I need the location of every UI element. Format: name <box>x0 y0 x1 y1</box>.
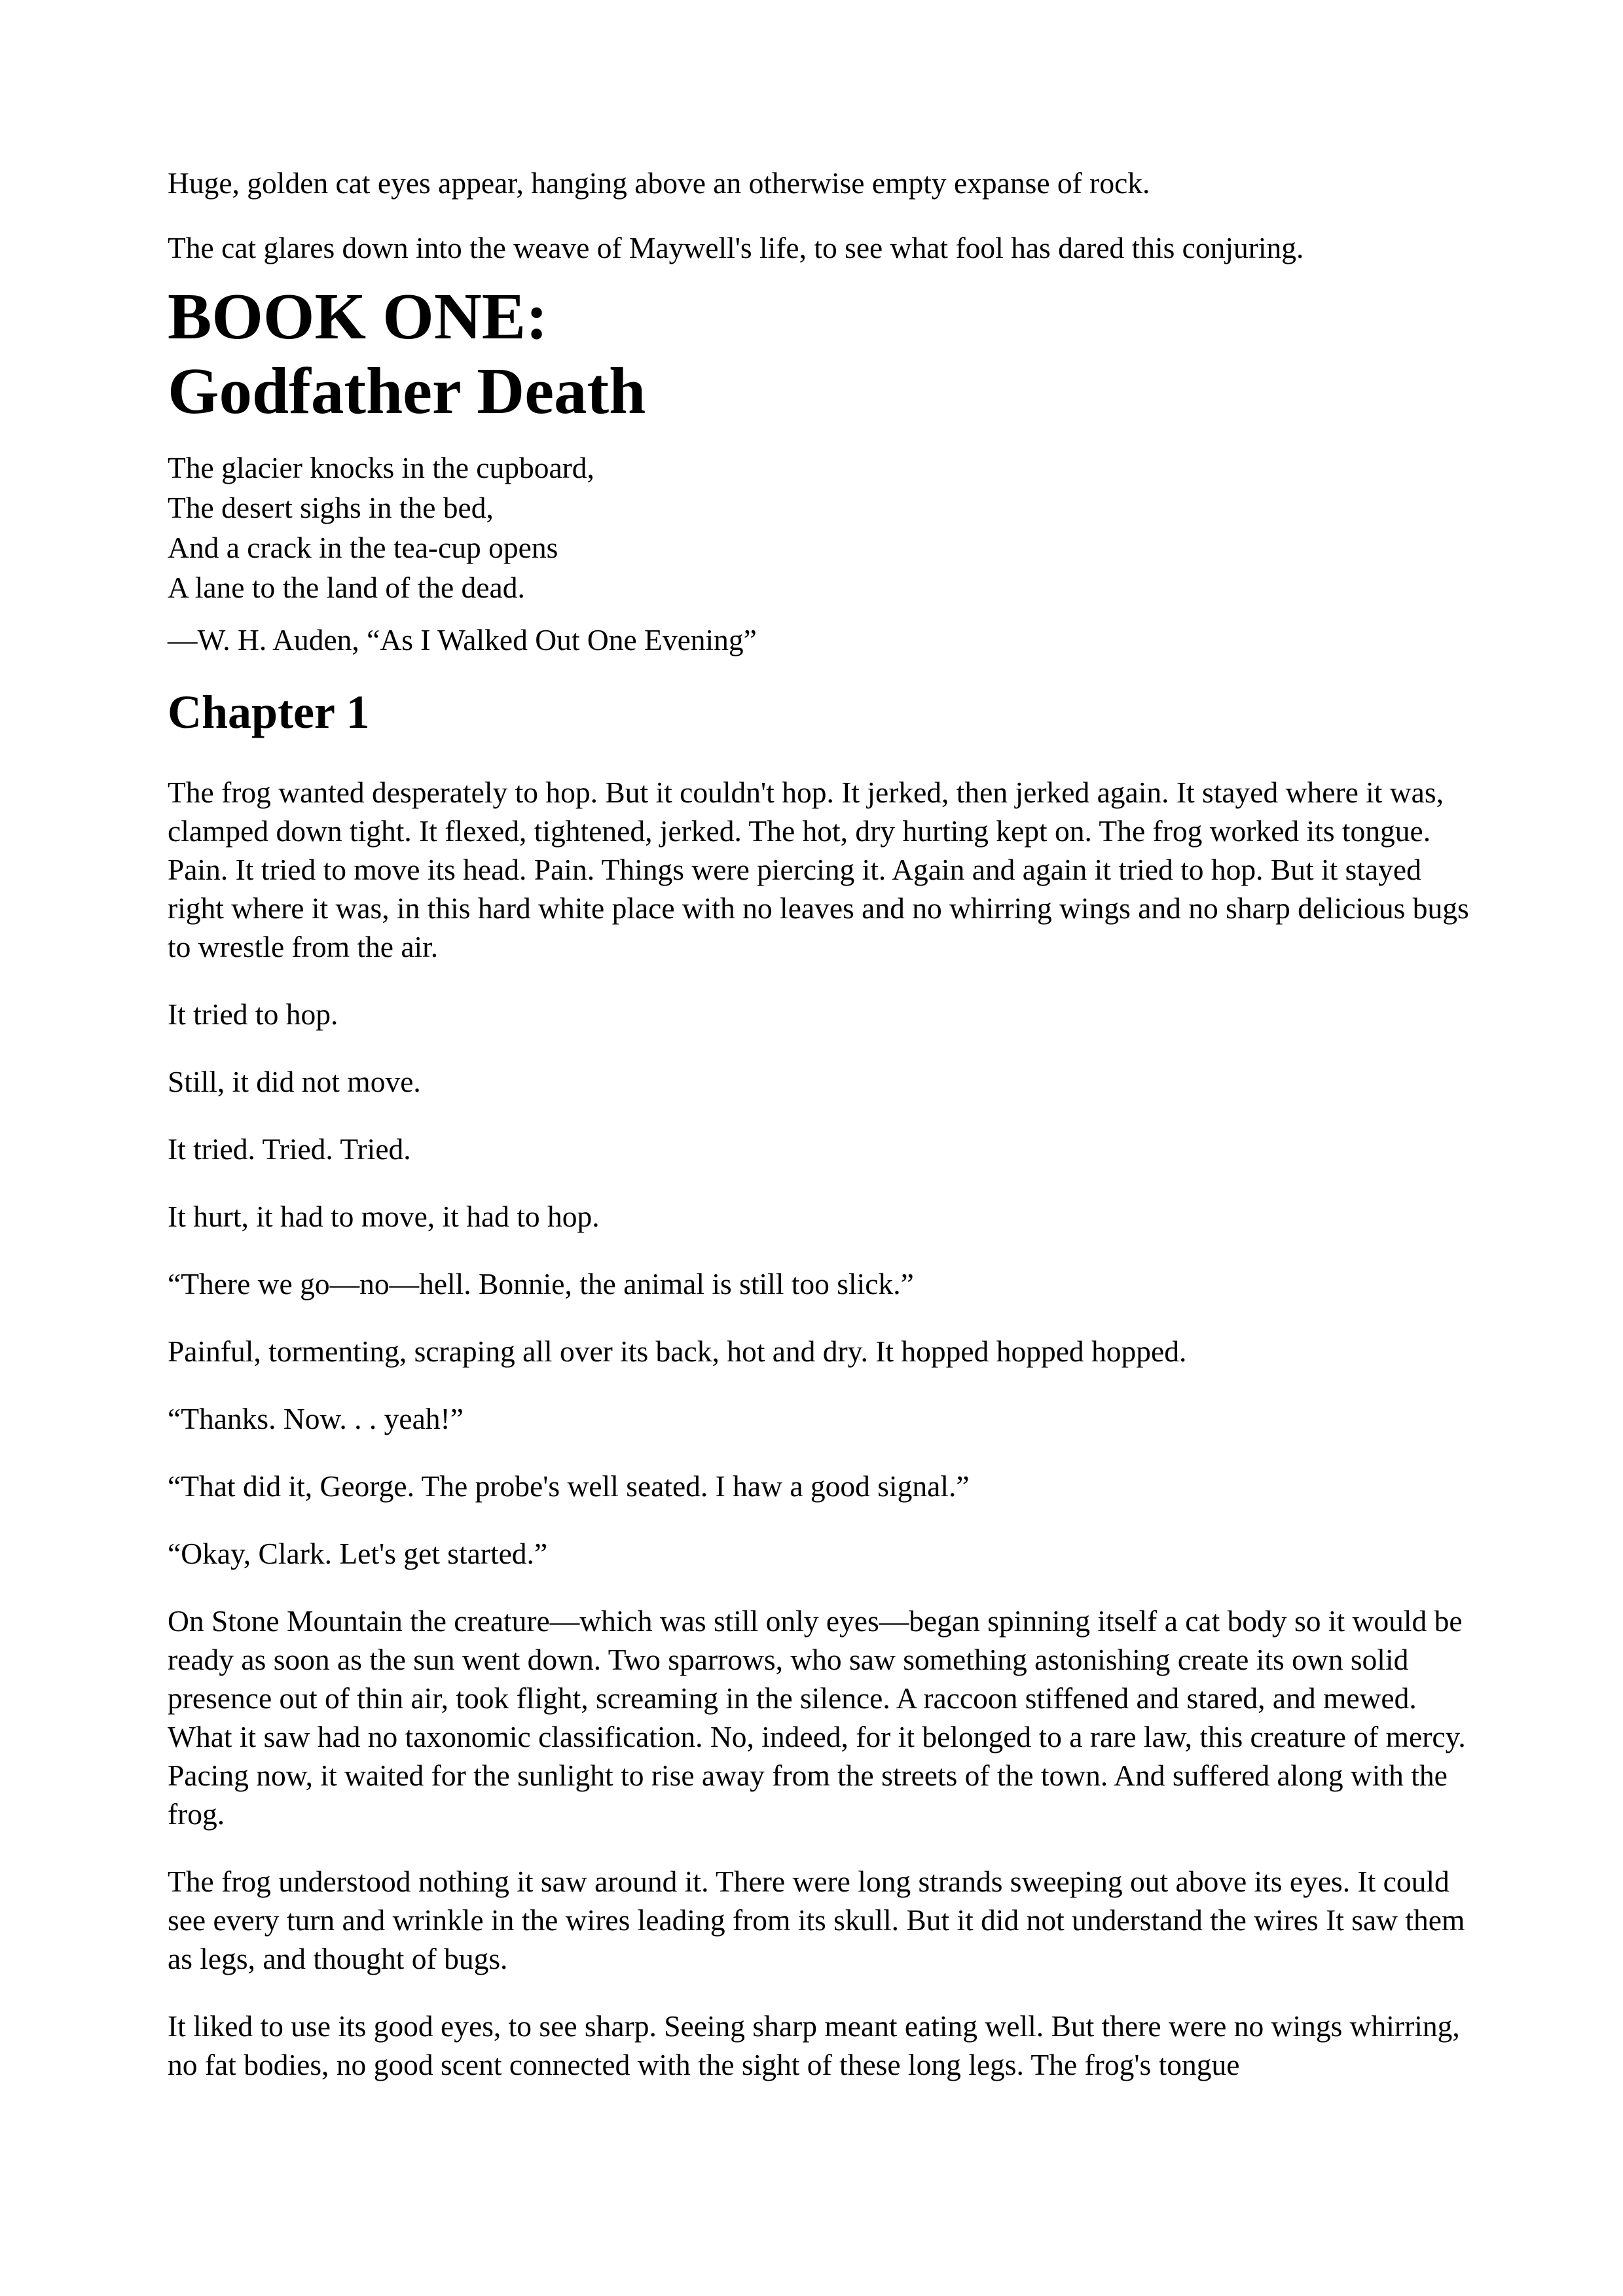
chapter-paragraph: It hurt, it had to move, it had to hop. <box>168 1200 600 1233</box>
epigraph-line: The desert sighs in the bed, <box>168 491 494 524</box>
chapter-paragraph: “That did it, George. The probe's well seated. I haw a good signal.” <box>168 1469 970 1503</box>
intro-paragraph-1: Huge, golden cat eyes appear, hanging above an otherwise empty expanse of rock. <box>168 166 1150 200</box>
chapter-paragraph: “There we go—no—hell. Bonnie, the animal is still too slick.” <box>168 1267 914 1300</box>
chapter-paragraph: It tried to hop. <box>168 997 338 1031</box>
epigraph-line: And a crack in the tea-cup opens <box>168 531 558 564</box>
chapter-paragraph: Still, it did not move. <box>168 1065 421 1098</box>
chapter-paragraph: The frog wanted desperately to hop. But it couldn't hop. It jerked, then jerked again. It stayed where it was, clamped down tight. It flexed, tightened, jerked. The hot, dry hurting kept on. The frog worked its tongue. Pain. It tried to move its head. Pain. Things were piercing it. Again and again it tried to hop. But it stayed right where it was, in this hard white place with no leaves and no whirring wings and no sharp delicious bugs to wrestle from the air. <box>168 776 1469 963</box>
chapter-title: Chapter 1 <box>168 686 370 738</box>
chapter-paragraph: “Okay, Clark. Let's get started.” <box>168 1537 548 1570</box>
book-title <box>168 279 1477 428</box>
intro-paragraph-2: The cat glares down into the weave of Maywell's life, to see what fool has dared this conjuring. <box>168 231 1304 264</box>
epigraph-verse <box>168 448 1477 607</box>
chapter-paragraph: Painful, tormenting, scraping all over its back, hot and dry. It hopped hopped hopped. <box>168 1335 1187 1368</box>
epigraph-line: A lane to the land of the dead. <box>168 571 525 604</box>
book-title-line-2: Godfather Death <box>168 354 646 427</box>
chapter-paragraph: The frog understood nothing it saw around it. There were long strands sweeping out above its eyes. It could see every turn and wrinkle in the wires leading from its skull. But it did not understand the wires It saw them as legs, and thought of bugs. <box>168 1865 1465 1975</box>
chapter-paragraph: On Stone Mountain the creature—which was still only eyes—began spinning itself a cat body so it would be ready as soon as the sun went down. Two sparrows, who saw something astonishing create its own solid presence out of thin air, took flight, screaming in the silence. A raccoon stiffened and stared, and mewed. What it saw had no taxonomic classification. No, indeed, for it belonged to a rare law, this creature of mercy. Pacing now, it waited for the sunlight to rise away from the streets of the town. And suffered along with the frog. <box>168 1604 1466 1831</box>
epigraph-line: The glacier knocks in the cupboard, <box>168 451 594 484</box>
page-content <box>168 164 1477 2113</box>
chapter-paragraph: It tried. Tried. Tried. <box>168 1132 411 1166</box>
book-title-line-1: BOOK ONE: <box>168 279 548 353</box>
epigraph-attribution: —W. H. Auden, “As I Walked Out One Evening” <box>168 623 757 656</box>
chapter-paragraph: “Thanks. Now. . . yeah!” <box>168 1402 464 1435</box>
chapter-paragraph: It liked to use its good eyes, to see sharp. Seeing sharp meant eating well. But there were no wings whirring, no fat bodies, no good scent connected with the sight of these long legs. The frog's tongue <box>168 2009 1460 2081</box>
